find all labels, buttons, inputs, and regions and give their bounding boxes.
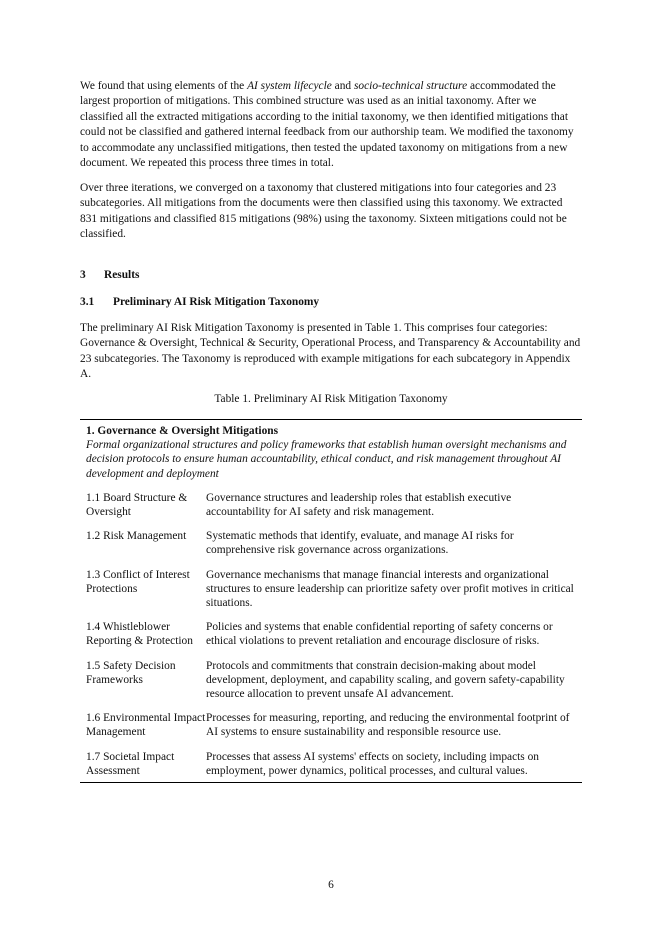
- subcategory-name: 1.1 Board Structure & Oversight: [86, 491, 188, 519]
- subsection-number: 3.1: [80, 296, 95, 308]
- category-title: 1. Governance & Oversight Mitigations: [86, 425, 279, 437]
- subcategory-description: Protocols and commitments that constrain decision-making about model development, deployment, and capability scaling, and govern safety-capability resource allocation to prevent unsafe AI advancement.: [206, 659, 565, 701]
- table-row: [80, 750, 582, 778]
- subcategory-name: 1.6 Environmental Impact Management: [86, 712, 206, 739]
- paragraph-lifecycle: [80, 79, 582, 171]
- section-number: 3: [80, 269, 86, 281]
- section-title: Results: [104, 269, 140, 281]
- table-row: [80, 568, 582, 611]
- section-heading: [80, 269, 139, 281]
- table-row: [80, 711, 582, 739]
- table-row: [80, 659, 582, 702]
- paragraph-iterations: Over three iterations, we converged on a taxonomy that clustered mitigations into four categories and 23 subcategories. All mitigations from the documents were then classified using this taxonomy. We extracted 831 mitigations and classified 815 mitigations (98%) using the taxonomy. Sixteen mitigations could not be classified.: [80, 182, 567, 241]
- table-caption: Table 1. Preliminary AI Risk Mitigation Taxonomy: [214, 393, 448, 405]
- table-row: [80, 620, 582, 648]
- table-row: [80, 491, 582, 519]
- para1-mid: and: [331, 80, 354, 92]
- subcategory-description: Systematic methods that identify, evaluate, and manage AI risks for comprehensive risk governance across organizations.: [206, 530, 514, 557]
- subcategory-description: Policies and systems that enable confidential reporting of safety concerns or ethical violations to prevent retaliation and encourage disclosure of risks.: [206, 621, 553, 648]
- paragraph-taxonomy: The preliminary AI Risk Mitigation Taxonomy is presented in Table 1. This comprises four categories: Governance & Oversight, Technical & Security, Operational Process, and Transparency & Accountability and 23 subcategories. The Taxonomy is reproduced with example mitigations for each subcategory in Appendix A.: [80, 322, 581, 381]
- subcategory-name: 1.2 Risk Management: [86, 530, 187, 543]
- subcategory-description: Governance structures and leadership roles that establish executive accountability for AI safety and risk management.: [206, 491, 512, 519]
- subcategory-description: Processes for measuring, reporting, and reducing the environmental footprint of AI systems to ensure sustainability and responsible resource use.: [206, 712, 570, 739]
- subcategory-description: Governance mechanisms that manage financial interests and organizational structures to ensure leadership can prioritize safety over profit motives in critical situations.: [206, 568, 574, 610]
- category-header: [80, 420, 582, 481]
- taxonomy-table: [80, 419, 582, 783]
- subcategory-name: 1.5 Safety Decision Frameworks: [86, 659, 176, 686]
- subcategory-name: 1.7 Societal Impact Assessment: [86, 750, 175, 777]
- category-description: Formal organizational structures and policy frameworks that establish human oversight mechanisms and decision protocols to ensure human accountability, ethical conduct, and risk management throughout AI development and deployment: [86, 439, 567, 480]
- subcategory-description: Processes that assess AI systems' effects on society, including impacts on employment, power dynamics, political processes, and cultural values.: [206, 750, 539, 777]
- para1-em-structure: socio-technical structure: [353, 80, 468, 92]
- para1-pre: We found that using elements of the: [80, 80, 248, 92]
- subcategory-name: 1.4 Whistleblower Reporting & Protection: [86, 621, 193, 648]
- para1-post: accommodated the largest proportion of mitigations. This combined structure was used as an initial taxonomy. After we classified all the extracted mitigations according to the initial taxonomy, we then identified mitigations that could not be classified and gathered internal feedback from our authorship team. We modified the taxonomy to accommodate any unclassified mitigations, then tested the updated taxonomy on mitigations from a new document. We repeated this process three times in total.: [80, 80, 574, 170]
- subcategory-name: 1.3 Conflict of Interest Protections: [86, 568, 190, 595]
- para1-em-lifecycle: AI system lifecycle: [247, 80, 332, 92]
- subsection-heading: [80, 296, 319, 308]
- subsection-title: Preliminary AI Risk Mitigation Taxonomy: [113, 296, 320, 308]
- table-row: [80, 529, 582, 557]
- page-number: 6: [328, 879, 334, 891]
